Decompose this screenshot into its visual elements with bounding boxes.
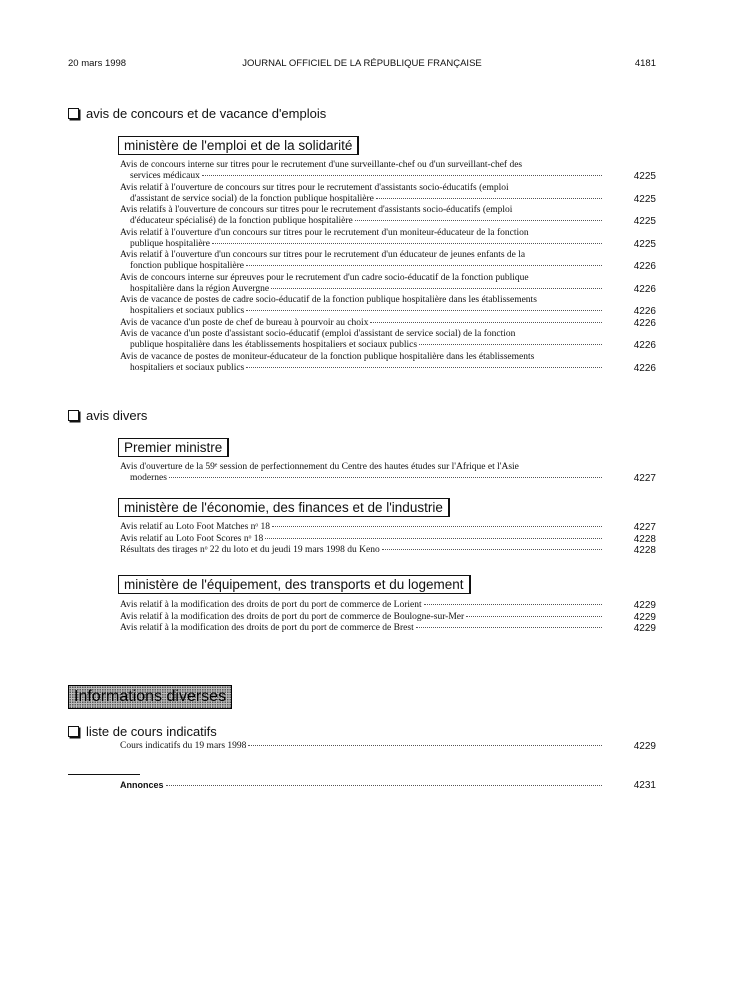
dot-leader (265, 538, 602, 539)
toc-entry[interactable] (120, 741, 656, 752)
entry-text-line: Avis relatif à l'ouverture d'un concours sur titres pour le recrutement d'un éducateur de jeunes enfants de la (120, 250, 526, 260)
entry-text-line: Avis relatif à la modification des droits de port du port de commerce de Boulogne-sur-Mer (120, 611, 465, 622)
section-heading-divers (68, 408, 147, 423)
dot-leader (246, 310, 602, 311)
entry-text-line: Avis de concours interne sur titres pour le recrutement d'une surveillante-chef ou d'un surveillant-chef des (120, 160, 523, 170)
dot-leader (248, 745, 602, 746)
page-number: 4226 (633, 261, 656, 272)
dot-leader (382, 549, 602, 550)
page-number: 4225 (633, 238, 656, 250)
entry-text-line: Cours indicatifs du 19 mars 1998 (120, 741, 247, 751)
entry-text-line: d'éducateur spécialisé) de la fonction publique hospitalière (130, 216, 353, 226)
toc-entry[interactable] (120, 295, 656, 317)
entry-text-line: Avis relatif à l'ouverture d'un concours sur titres pour le recrutement d'un moniteur-éducateur de la fonction (120, 227, 529, 238)
entry-text-line: Avis d'ouverture de la 59ᵉ session de perfectionnement du Centre des hautes études sur l'Afrique et l'Asie (120, 462, 519, 472)
toc-entry[interactable] (120, 462, 656, 484)
page-number: 4229 (633, 611, 656, 623)
entry-list-economie (120, 522, 656, 557)
toc-entry[interactable] (120, 318, 656, 329)
section-title: avis divers (86, 408, 148, 423)
dot-leader (424, 604, 602, 605)
page-number: 4226 (633, 340, 656, 351)
dot-leader (355, 220, 602, 221)
header-page-number: 4181 (634, 58, 656, 69)
dot-leader (419, 344, 602, 345)
section-title: liste de cours indicatifs (86, 724, 217, 739)
header-date: 20 mars 1998 (68, 58, 127, 69)
dot-leader (169, 477, 602, 478)
page-number: 4226 (633, 306, 656, 317)
page-number: 4225 (633, 171, 656, 182)
entry-text-line: Avis relatif à la modification des droits de port du port de commerce de Lorient (120, 600, 422, 610)
entry-text-line: Avis de vacance de postes de moniteur-éducateur de la fonction publique hospitalière dans les établissements (120, 351, 535, 362)
toc-entry[interactable] (120, 534, 656, 545)
dot-leader (466, 616, 602, 617)
entry-text-line: Avis de vacance d'un poste d'assistant socio-éducatif (emploi d'assistant de service social) de la fonction (120, 329, 516, 339)
checkbox-icon (68, 108, 79, 119)
entry-text-line: d'assistant de service social) de la fonction publique hospitalière (130, 193, 374, 204)
page-number: 4229 (633, 600, 656, 611)
dot-leader (370, 322, 602, 323)
entry-list-cours (120, 741, 656, 753)
checkbox-icon (68, 726, 79, 737)
toc-entry[interactable] (120, 600, 656, 611)
divider-rule (68, 774, 140, 775)
dot-leader (271, 288, 602, 289)
entry-text-line: modernes (130, 473, 167, 483)
toc-entry[interactable] (120, 160, 656, 182)
toc-entry[interactable] (120, 623, 656, 634)
informations-diverses-banner: Informations diverses (68, 685, 232, 709)
dot-leader (272, 526, 602, 527)
entry-text-line: hospitalière dans la région Auvergne (130, 283, 270, 294)
toc-entry[interactable] (120, 352, 656, 374)
section-heading-cours (68, 724, 217, 739)
entry-list-premier (120, 462, 656, 485)
page-number: 4229 (633, 741, 656, 752)
entry-text-line: publique hospitalière (130, 238, 210, 249)
entry-list-concours (120, 160, 656, 374)
dot-leader (166, 785, 602, 786)
entry-text-line: Résultats des tirages nᵒ 22 du loto et du jeudi 19 mars 1998 du Keno (120, 545, 380, 555)
toc-entry[interactable] (120, 545, 656, 556)
entry-list-annonces (120, 780, 656, 792)
ministry-heading-equipement: ministère de l'équipement, des transports et du logement (118, 575, 471, 594)
ministry-heading-economie: ministère de l'économie, des finances et de l'industrie (118, 498, 450, 517)
toc-entry[interactable] (120, 228, 656, 250)
page-number: 4226 (633, 283, 656, 295)
dot-leader (376, 198, 602, 199)
toc-entry[interactable] (120, 273, 656, 295)
entry-text-line: Avis relatif à l'ouverture de concours sur titres pour le recrutement d'assistants socio-éducatifs (emploi (120, 182, 509, 193)
dot-leader (246, 367, 602, 368)
toc-entry[interactable] (120, 612, 656, 623)
toc-entry-annonces[interactable] (120, 780, 656, 791)
ministry-heading-emploi: ministère de l'emploi et de la solidarité (118, 136, 359, 155)
dot-leader (202, 175, 602, 176)
entry-text-line: hospitaliers et sociaux publics (130, 306, 245, 316)
dot-leader (416, 627, 602, 628)
entry-text-line: fonction publique hospitalière (130, 261, 244, 271)
toc-entry[interactable] (120, 329, 656, 351)
toc-entry[interactable] (120, 250, 656, 272)
entry-list-equipement (120, 600, 656, 635)
page-number: 4225 (633, 193, 656, 205)
dot-leader (212, 243, 602, 244)
header-journal-title: JOURNAL OFFICIEL DE LA RÉPUBLIQUE FRANÇAISE (242, 58, 482, 69)
page-number: 4228 (633, 545, 656, 556)
section-heading-concours (68, 106, 326, 121)
page-number: 4225 (633, 216, 656, 227)
page-number: 4227 (633, 522, 656, 533)
annonces-label: Annonces (120, 780, 164, 790)
dot-leader (246, 265, 602, 266)
entry-text-line: Avis de concours interne sur épreuves pour le recrutement d'un cadre socio-éducatif de la fonction publique (120, 272, 529, 283)
entry-text-line: Avis relatif au Loto Foot Scores nᵒ 18 (120, 533, 264, 544)
ministry-heading-premier: Premier ministre (118, 438, 229, 457)
page-number: 4228 (633, 533, 656, 545)
entry-text-line: Avis relatif à la modification des droits de port du port de commerce de Brest (120, 623, 414, 633)
page-number: 4227 (633, 473, 656, 484)
page-number: 4226 (633, 317, 656, 329)
entry-text-line: Avis de vacance de postes de cadre socio-éducatif de la fonction publique hospitalière dans les établissements (120, 295, 537, 305)
entry-text-line: Avis relatif au Loto Foot Matches nᵒ 18 (120, 522, 271, 532)
entry-text-line: Avis relatifs à l'ouverture de concours sur titres pour le recrutement d'assistants socio-éducatifs (emploi (120, 205, 513, 215)
page-header (68, 58, 656, 72)
entry-text-line: hospitaliers et sociaux publics (130, 362, 245, 373)
page-number: 4226 (633, 362, 656, 374)
page-number: 4229 (633, 623, 656, 634)
entry-text-line: Avis de vacance d'un poste de chef de bureau à pourvoir au choix (120, 317, 369, 328)
page-number: 4231 (633, 780, 656, 791)
entry-text-line: services médicaux (130, 171, 200, 181)
section-title: avis de concours et de vacance d'emplois (86, 106, 327, 121)
checkbox-icon (68, 410, 79, 421)
toc-entry[interactable] (120, 183, 656, 205)
toc-entry[interactable] (120, 522, 656, 533)
toc-entry[interactable] (120, 205, 656, 227)
entry-text-line: publique hospitalière dans les établissements hospitaliers et sociaux publics (130, 340, 418, 350)
